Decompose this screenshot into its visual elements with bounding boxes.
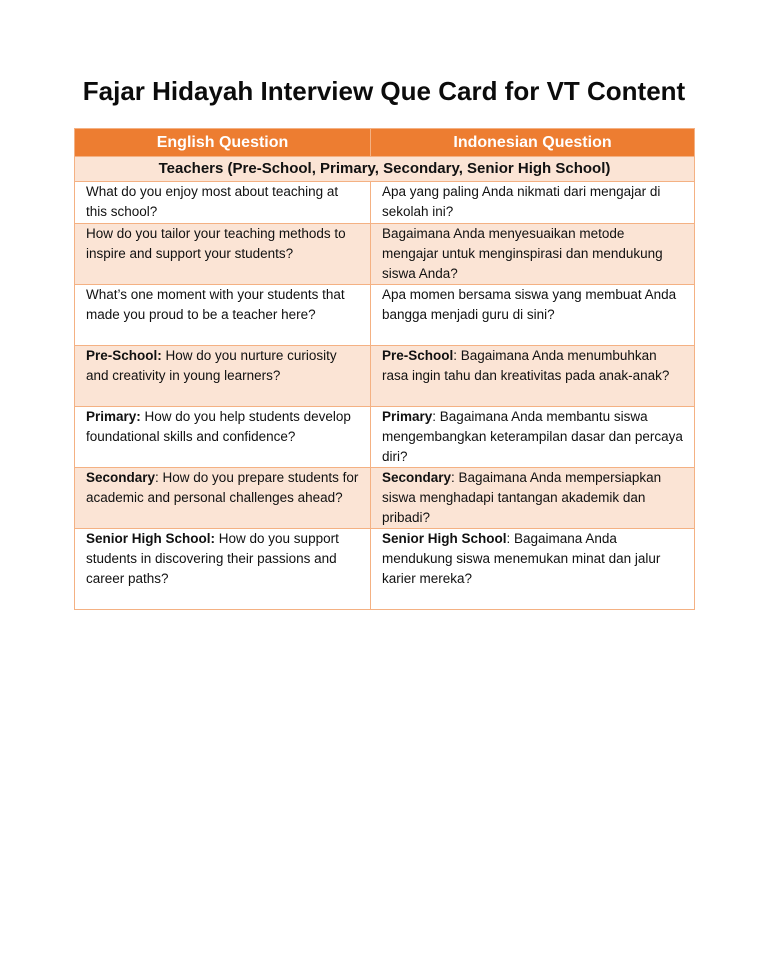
table-header-row	[75, 129, 695, 157]
document-title: Fajar Hidayah Interview Que Card for VT Content	[82, 76, 686, 106]
english-text: : How do you prepare students for academic and personal challenges ahead?	[86, 470, 359, 505]
indonesian-text: Apa yang paling Anda nikmati dari mengajar di sekolah ini?	[382, 184, 661, 219]
indonesian-text: Bagaimana Anda menyesuaikan metode mengajar untuk menginspirasi dan mendukung siswa Anda?	[382, 226, 663, 281]
english-question-cell	[75, 529, 371, 610]
indonesian-question-cell	[371, 529, 695, 610]
table-row	[75, 346, 695, 407]
table-row	[75, 224, 695, 285]
indonesian-question-cell	[371, 407, 695, 468]
table-row	[75, 468, 695, 529]
english-lead: Primary:	[86, 409, 141, 424]
section-title: Teachers (Pre-School, Primary, Secondary, Senior High School)	[75, 157, 695, 182]
english-text: How do you support students in discovering their passions and career paths?	[86, 531, 339, 586]
table-row	[75, 285, 695, 346]
indonesian-text: : Bagaimana Anda menumbuhkan rasa ingin tahu dan kreativitas pada anak-anak?	[382, 348, 670, 383]
english-question-cell	[75, 346, 371, 407]
english-lead: Senior High School:	[86, 531, 216, 546]
indonesian-text: : Bagaimana Anda membantu siswa mengembangkan keterampilan dasar dan percaya diri?	[382, 409, 683, 464]
table-row	[75, 407, 695, 468]
indonesian-question-cell	[371, 224, 695, 285]
indonesian-lead: Primary	[382, 409, 433, 424]
english-question-cell	[75, 468, 371, 529]
question-table	[74, 128, 695, 610]
indonesian-text: : Bagaimana Anda mempersiapkan siswa menghadapi tantangan akademik dan pribadi?	[382, 470, 662, 525]
english-question-cell	[75, 285, 371, 346]
indonesian-question-cell	[371, 346, 695, 407]
table-row	[75, 182, 695, 224]
indonesian-lead: Senior High School	[382, 531, 507, 546]
indonesian-lead: Pre-School	[382, 348, 454, 363]
section-row-teachers	[75, 157, 695, 182]
indonesian-question-cell	[371, 285, 695, 346]
english-lead: Secondary	[86, 470, 156, 485]
header-english-question: English Question	[75, 129, 371, 157]
english-lead: Pre-School:	[86, 348, 162, 363]
indonesian-question-cell	[371, 468, 695, 529]
english-question-cell	[75, 407, 371, 468]
english-text: What’s one moment with your students that made you proud to be a teacher here?	[86, 287, 345, 322]
indonesian-text: Apa momen bersama siswa yang membuat Anda bangga menjadi guru di sini?	[382, 287, 677, 322]
indonesian-text: : Bagaimana Anda mendukung siswa menemukan minat dan jalur karier mereka?	[382, 531, 661, 586]
english-question-cell	[75, 224, 371, 285]
english-text: How do you help students develop foundational skills and confidence?	[86, 409, 351, 444]
english-text: How do you nurture curiosity and creativity in young learners?	[86, 348, 337, 383]
english-text: What do you enjoy most about teaching at this school?	[86, 184, 339, 219]
english-text: How do you tailor your teaching methods to inspire and support your students?	[86, 226, 346, 261]
table-row	[75, 529, 695, 610]
indonesian-question-cell	[371, 182, 695, 224]
english-question-cell	[75, 182, 371, 224]
header-indonesian-question: Indonesian Question	[371, 129, 695, 157]
indonesian-lead: Secondary	[382, 470, 452, 485]
